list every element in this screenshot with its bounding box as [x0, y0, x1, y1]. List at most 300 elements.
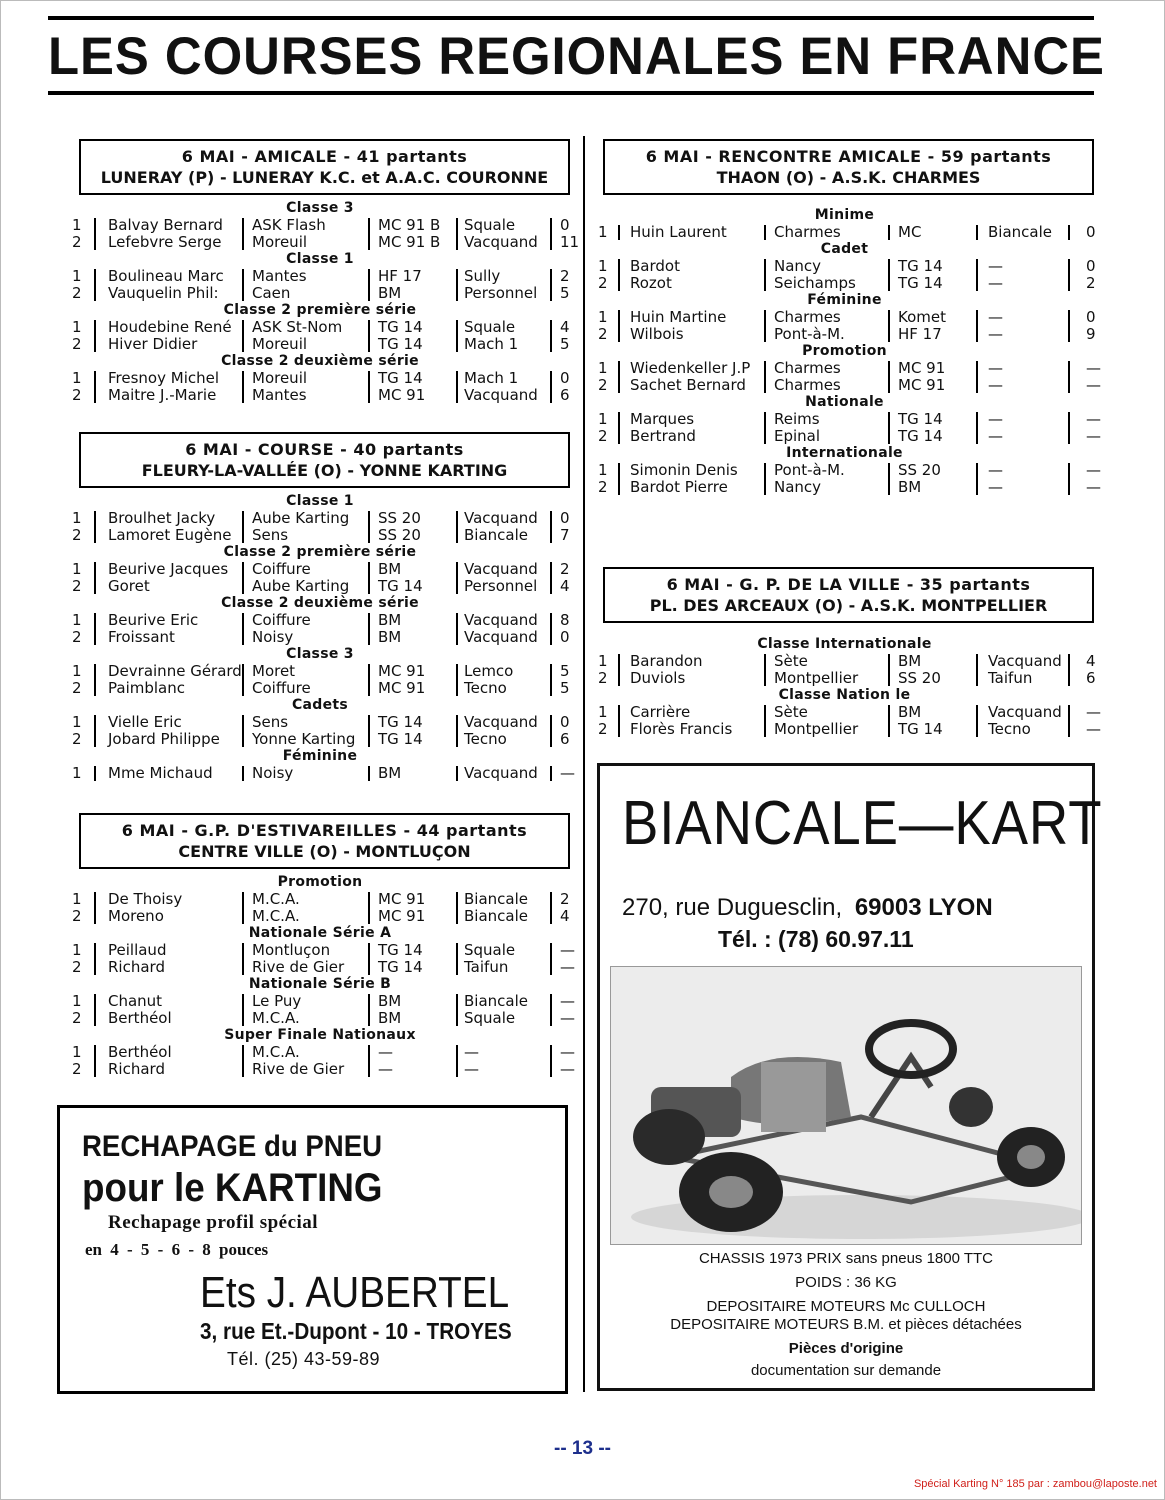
engine: BM [378, 992, 402, 1010]
column-separator [456, 218, 458, 250]
position: 2 [598, 720, 608, 738]
column-separator [94, 371, 96, 403]
result-row [66, 993, 574, 1010]
chassis: Mach 1 [464, 335, 519, 353]
ad-aubertel-address: 3, rue Et.-Dupont - 10 - TROYES [200, 1318, 512, 1344]
ad-biancale-brand: BIANCALE—KART [622, 789, 1103, 858]
column-separator [242, 320, 244, 352]
result-row [66, 217, 574, 234]
points: 4 [560, 577, 570, 595]
result-row [66, 1061, 574, 1078]
points: — [1086, 410, 1101, 428]
engine: TG 14 [378, 577, 423, 595]
class-heading: Nationale Série A [248, 925, 392, 941]
engine: TG 14 [378, 369, 423, 387]
chassis: Vacquand [464, 560, 538, 578]
column-separator [242, 218, 244, 250]
driver-name: Paimblanc [108, 679, 185, 697]
driver-name: Peillaud [108, 941, 167, 959]
column-separator [94, 664, 96, 696]
column-separator [94, 320, 96, 352]
ad-biancale-line: DEPOSITAIRE MOTEURS Mc CULLOCH [706, 1298, 986, 1315]
engine: TG 14 [378, 958, 423, 976]
result-row [592, 670, 1097, 687]
ad-aubertel-company: Ets J. AUBERTEL [200, 1268, 510, 1317]
race-results-luneray [66, 200, 580, 404]
position: 1 [598, 359, 608, 377]
result-row [592, 309, 1097, 326]
points: — [560, 1060, 575, 1078]
club: Charmes [774, 359, 841, 377]
points: — [1086, 427, 1101, 445]
column-separator [550, 715, 552, 747]
club: Pont-à-M. [774, 461, 845, 479]
column-separator [888, 654, 890, 686]
column-separator [368, 1045, 370, 1077]
driver-name: Bertrand [630, 427, 696, 445]
chassis: Tecno [464, 679, 507, 697]
column-separator [456, 892, 458, 924]
column-separator [94, 892, 96, 924]
club: Montpellier [774, 720, 859, 738]
position: 1 [72, 318, 82, 336]
class-heading: Classe 3 [286, 200, 354, 216]
column-separator [550, 511, 552, 543]
chassis: Vacquand [464, 713, 538, 731]
position: 1 [598, 257, 608, 275]
column-separator [368, 766, 370, 781]
engine: MC 91 [378, 386, 426, 404]
column-separator [888, 225, 890, 240]
engine: SS 20 [378, 526, 421, 544]
column-separator [94, 511, 96, 543]
ad-biancale-line: DEPOSITAIRE MOTEURS B.M. et pièces détachées [670, 1316, 1022, 1333]
points: 2 [560, 890, 570, 908]
club: M.C.A. [252, 1043, 300, 1061]
column-separator [550, 892, 552, 924]
points: 0 [560, 369, 570, 387]
position: 2 [72, 1060, 82, 1078]
class-heading: Internationale [786, 445, 903, 461]
class-heading: Classe 2 deuxième série [221, 595, 419, 611]
class-heading: Classe 2 première série [223, 302, 417, 318]
column-separator [976, 705, 978, 737]
ad-aubertel-line2: pour le KARTING [82, 1166, 383, 1210]
result-row [66, 336, 574, 353]
column-separator [368, 892, 370, 924]
column-separator [456, 320, 458, 352]
class-heading: Nationale Série B [248, 976, 392, 992]
ad-biancale-city: 69003 LYON [854, 894, 993, 921]
engine: — [378, 1043, 393, 1061]
column-separator [976, 361, 978, 393]
engine: MC [898, 223, 922, 241]
ad-aubertel-phone: Tél. (25) 43-59-89 [227, 1349, 381, 1369]
race-header-line: 6 MAI - RENCONTRE AMICALE - 59 partants [645, 147, 1052, 166]
chassis: — [464, 1060, 479, 1078]
position: 1 [598, 461, 608, 479]
race-header-line: CENTRE VILLE (O) - MONTLUÇON [178, 842, 471, 861]
column-separator [368, 511, 370, 543]
class-heading: Super Finale Nationaux [224, 1027, 416, 1043]
chassis: — [988, 257, 1003, 275]
driver-name: Boulineau Marc [108, 267, 224, 285]
race-results-thaon [592, 207, 1101, 496]
points: 8 [560, 611, 570, 629]
column-separator [764, 310, 766, 342]
race-header-line: 6 MAI - G.P. D'ESTIVAREILLES - 44 partants [121, 821, 528, 840]
column-separator [94, 613, 96, 645]
column-separator [1068, 259, 1070, 291]
club: ASK Flash [252, 216, 326, 234]
driver-name: Beurive Eric [108, 611, 199, 629]
points: — [560, 764, 575, 782]
chassis: — [988, 308, 1003, 326]
column-separator [94, 269, 96, 301]
kart-photo [610, 966, 1082, 1245]
column-separator [94, 766, 96, 781]
column-separator [550, 766, 552, 781]
page-number: -- 13 -- [554, 1438, 611, 1459]
engine: TG 14 [378, 941, 423, 959]
result-row [66, 891, 574, 908]
driver-name: Rozot [630, 274, 672, 292]
driver-name: Simonin Denis [630, 461, 738, 479]
column-separator [888, 310, 890, 342]
position: 2 [598, 427, 608, 445]
column-separator [456, 1045, 458, 1077]
result-row [592, 410, 1101, 428]
result-row [66, 527, 574, 544]
position: 2 [598, 325, 608, 343]
ad-biancale-street: 270, rue Duguesclin, [622, 894, 843, 921]
chassis: — [464, 1043, 479, 1061]
points: — [560, 1043, 575, 1061]
engine: BM [898, 478, 922, 496]
column-separator [888, 361, 890, 393]
position: 1 [72, 713, 82, 731]
club: M.C.A. [252, 907, 300, 925]
chassis: Squale [464, 1009, 516, 1027]
chassis: Personnel [464, 284, 538, 302]
result-row [66, 629, 574, 646]
column-separator [456, 371, 458, 403]
points: 0 [560, 216, 570, 234]
engine: BM [898, 703, 922, 721]
class-heading: Classe 1 [286, 493, 354, 509]
column-separator [456, 613, 458, 645]
result-row [66, 387, 574, 404]
points: 0 [560, 509, 570, 527]
engine: MC 91 [378, 679, 426, 697]
column-separator [242, 1045, 244, 1077]
points: 5 [560, 284, 570, 302]
club: Sète [774, 703, 808, 721]
driver-name: Beurive Jacques [108, 560, 229, 578]
ad-aubertel-line1: RECHAPAGE du PNEU [82, 1130, 383, 1163]
driver-name: Bardot Pierre [630, 478, 728, 496]
points: 0 [560, 628, 570, 646]
column-separator [368, 371, 370, 403]
race-header-fleury [79, 432, 570, 488]
title-top-rule [48, 16, 1094, 20]
engine: HF 17 [378, 267, 422, 285]
column-separator [456, 994, 458, 1026]
position: 1 [72, 611, 82, 629]
position: 2 [72, 730, 82, 748]
club: Mantes [252, 386, 307, 404]
driver-name: Chanut [108, 992, 163, 1010]
chassis: Biancale [464, 890, 528, 908]
result-row [592, 326, 1097, 343]
column-separator [368, 269, 370, 301]
column-separator [456, 664, 458, 696]
class-heading: Minime [814, 207, 875, 223]
column-separator [368, 320, 370, 352]
chassis: Squale [464, 216, 516, 234]
engine: SS 20 [898, 461, 941, 479]
club: M.C.A. [252, 890, 300, 908]
position: 1 [72, 941, 82, 959]
race-header-line: 6 MAI - AMICALE - 41 partants [181, 147, 468, 166]
club: Nancy [774, 257, 822, 275]
position: 2 [598, 274, 608, 292]
column-separator [618, 361, 620, 393]
club: Coiffure [252, 560, 311, 578]
engine: MC 91 [378, 890, 426, 908]
column-divider [583, 136, 585, 1392]
result-row [592, 478, 1101, 496]
position: 2 [72, 577, 82, 595]
chassis: Personnel [464, 577, 538, 595]
page-title: LES COURSES REGIONALES EN FRANCE [48, 27, 1105, 86]
column-separator [550, 994, 552, 1026]
result-row [592, 258, 1097, 275]
driver-name: Lefebvre Serge [108, 233, 222, 251]
engine: TG 14 [378, 335, 423, 353]
column-separator [550, 269, 552, 301]
chassis: — [988, 359, 1003, 377]
chassis: Taifun [464, 958, 509, 976]
class-heading: Cadet [820, 241, 869, 257]
driver-name: De Thoisy [108, 890, 183, 908]
column-separator [242, 892, 244, 924]
column-separator [888, 705, 890, 737]
driver-name: Devrainne Gérard [108, 662, 242, 680]
race-header-line: THAON (O) - A.S.K. CHARMES [716, 168, 981, 187]
points: 5 [560, 662, 570, 680]
driver-name: Goret [108, 577, 150, 595]
column-separator [368, 218, 370, 250]
club: Mantes [252, 267, 307, 285]
engine: MC 91 [898, 376, 946, 394]
driver-name: Broulhet Jacky [108, 509, 216, 527]
driver-name: Mme Michaud [108, 764, 213, 782]
ad-biancale-line: POIDS : 36 KG [795, 1274, 897, 1291]
driver-name: Jobard Philippe [108, 730, 220, 748]
position: 1 [72, 662, 82, 680]
points: 2 [560, 560, 570, 578]
club: ASK St-Nom [252, 318, 343, 336]
column-separator [242, 371, 244, 403]
column-separator [368, 943, 370, 975]
club: Moreuil [252, 233, 308, 251]
ad-aubertel-line3: Rechapage profil spécial [108, 1212, 319, 1233]
position: 1 [72, 369, 82, 387]
column-separator [368, 664, 370, 696]
points: — [560, 958, 575, 976]
result-row [66, 959, 574, 976]
position: 2 [72, 386, 82, 404]
result-row [592, 427, 1101, 445]
club: Rive de Gier [252, 1060, 345, 1078]
chassis: — [988, 376, 1003, 394]
race-header-line: PL. DES ARCEAUX (O) - A.S.K. MONTPELLIER [649, 596, 1048, 615]
driver-name: Lamoret Eugène [108, 526, 232, 544]
result-row [66, 765, 574, 782]
club: Yonne Karting [252, 730, 356, 748]
engine: TG 14 [898, 410, 943, 428]
class-heading: Classe 3 [286, 646, 354, 662]
column-separator [618, 654, 620, 686]
result-row [66, 612, 574, 629]
driver-name: Florès Francis [630, 720, 733, 738]
column-separator [456, 715, 458, 747]
driver-name: Berthéol [108, 1009, 172, 1027]
club: Charmes [774, 308, 841, 326]
position: 2 [598, 478, 608, 496]
engine: MC 91 B [378, 233, 441, 251]
column-separator [1068, 225, 1070, 240]
engine: BM [378, 611, 402, 629]
position: 1 [598, 410, 608, 428]
driver-name: Duviols [630, 669, 686, 687]
result-row [66, 578, 574, 595]
chassis: Squale [464, 318, 516, 336]
points: 5 [560, 679, 570, 697]
column-separator [242, 511, 244, 543]
position: 1 [598, 703, 608, 721]
driver-name: Wilbois [630, 325, 684, 343]
points: 2 [560, 267, 570, 285]
result-row [66, 680, 574, 697]
club: Aube Karting [252, 509, 350, 527]
engine: Komet [898, 308, 946, 326]
driver-name: Maitre J.-Marie [108, 386, 217, 404]
club: Reims [774, 410, 820, 428]
result-row [66, 233, 580, 251]
column-separator [1068, 412, 1070, 444]
ad-aubertel [57, 1105, 568, 1394]
position: 1 [72, 890, 82, 908]
points: 9 [1086, 325, 1096, 343]
position: 1 [72, 216, 82, 234]
ad-biancale-phone: Tél. : (78) 60.97.11 [718, 926, 914, 952]
result-row [592, 461, 1101, 479]
club: Montluçon [252, 941, 331, 959]
column-separator [976, 463, 978, 495]
race-results-estivareilles [66, 874, 574, 1078]
points: — [1086, 703, 1101, 721]
club: M.C.A. [252, 1009, 300, 1027]
column-separator [976, 654, 978, 686]
engine: TG 14 [898, 427, 943, 445]
result-row [66, 561, 574, 578]
club: Moreuil [252, 369, 308, 387]
position: 2 [72, 233, 82, 251]
column-separator [368, 613, 370, 645]
column-separator [888, 463, 890, 495]
result-row [66, 1044, 574, 1061]
race-header-estivareilles [79, 813, 570, 869]
driver-name: Froissant [108, 628, 175, 646]
column-separator [550, 371, 552, 403]
result-row [66, 1010, 574, 1027]
driver-name: Carrière [630, 703, 691, 721]
club: Aube Karting [252, 577, 350, 595]
position: 1 [72, 764, 82, 782]
driver-name: Berthéol [108, 1043, 172, 1061]
column-separator [764, 225, 766, 240]
column-separator [456, 562, 458, 594]
chassis: Vacquand [464, 233, 538, 251]
chassis: — [988, 325, 1003, 343]
points: 4 [560, 318, 570, 336]
ad-biancale-address [622, 894, 993, 922]
engine: TG 14 [378, 318, 423, 336]
column-separator [1068, 361, 1070, 393]
chassis: Vacquand [464, 509, 538, 527]
column-separator [242, 766, 244, 781]
chassis: — [988, 274, 1003, 292]
race-results-fleury [66, 493, 574, 782]
engine: — [378, 1060, 393, 1078]
points: 0 [1086, 257, 1096, 275]
class-heading: Cadets [291, 697, 349, 713]
points: 2 [1086, 274, 1096, 292]
chassis: Biancale [464, 907, 528, 925]
position: 2 [72, 679, 82, 697]
race-header-line: 6 MAI - G. P. DE LA VILLE - 35 partants [666, 575, 1031, 594]
column-separator [618, 705, 620, 737]
column-separator [550, 613, 552, 645]
result-row [66, 663, 574, 680]
ad-biancale-line: Pièces d'origine [788, 1340, 904, 1357]
engine: HF 17 [898, 325, 942, 343]
class-heading: Classe 1 [286, 251, 354, 267]
engine: TG 14 [378, 713, 423, 731]
engine: MC 91 [898, 359, 946, 377]
position: 1 [598, 652, 608, 670]
race-header-montpellier [603, 567, 1094, 623]
club: Charmes [774, 223, 841, 241]
race-header-thaon [603, 139, 1094, 195]
column-separator [456, 943, 458, 975]
kart-chassis-illustration [611, 967, 1081, 1244]
result-row [66, 942, 574, 959]
club: Sens [252, 526, 289, 544]
driver-name: Vielle Eric [108, 713, 182, 731]
driver-name: Huin Laurent [630, 223, 727, 241]
result-row [66, 714, 574, 731]
club: Montpellier [774, 669, 859, 687]
column-separator [242, 613, 244, 645]
engine: MC 91 [378, 907, 426, 925]
position: 2 [72, 284, 82, 302]
chassis: Lemco [464, 662, 514, 680]
credit-line: Spécial Karting N° 185 par : zambou@laposte.net [913, 1478, 1157, 1490]
chassis: Vacquand [464, 611, 538, 629]
